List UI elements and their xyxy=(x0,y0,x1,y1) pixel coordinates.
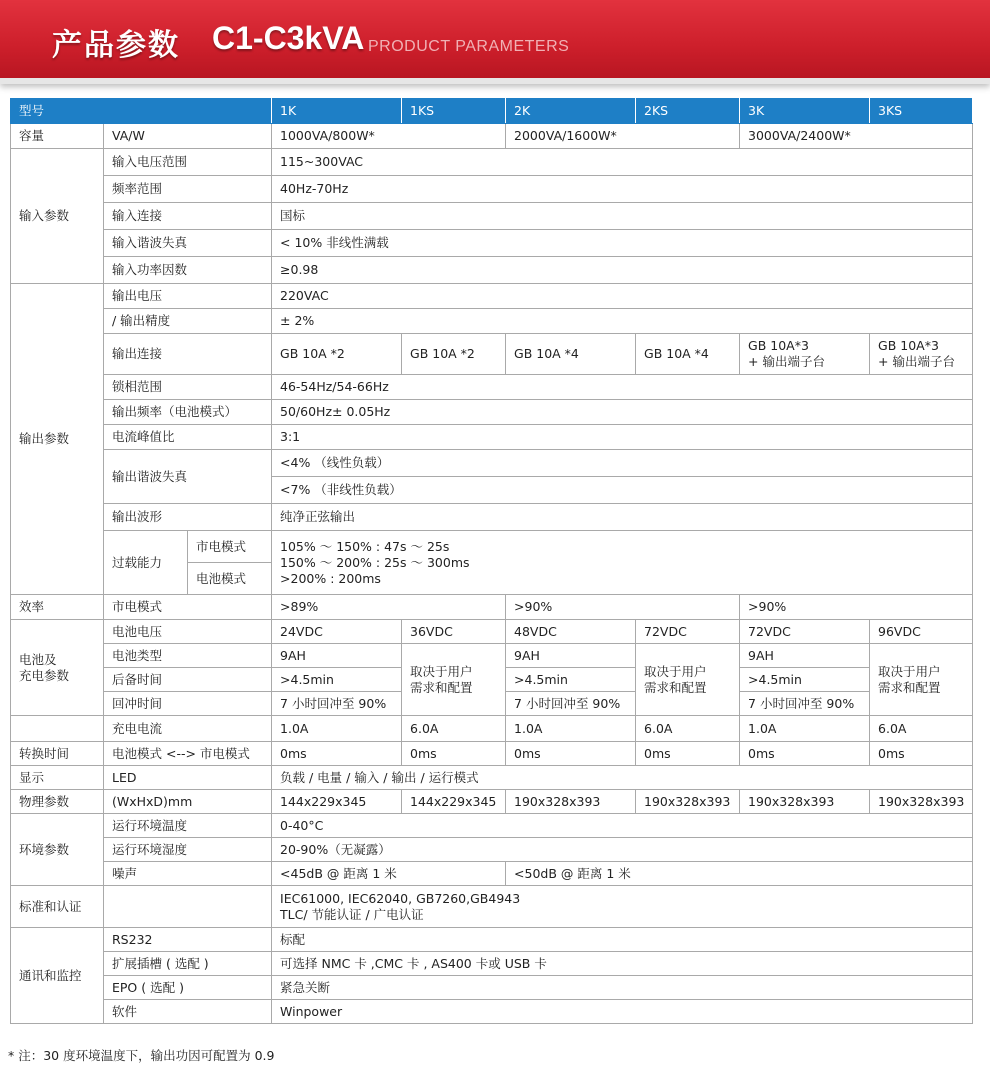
table-row xyxy=(11,334,973,375)
table-row xyxy=(11,595,973,620)
param-label: 输出频率（电池模式） xyxy=(104,400,272,425)
value-cell: 0ms xyxy=(402,742,506,766)
param-label: 市电模式 xyxy=(104,595,272,620)
value-cell: 6.0A xyxy=(402,716,506,742)
value-cell: 9AH xyxy=(740,644,870,668)
param-label: 噪声 xyxy=(104,862,272,886)
group-label: 效率 xyxy=(11,595,104,620)
sub-param-label: 电池模式 xyxy=(188,563,272,595)
sub-param-label: 市电模式 xyxy=(188,531,272,563)
group-label: 环境参数 xyxy=(11,814,104,886)
value-cell: >90% xyxy=(740,595,973,620)
table-row xyxy=(11,742,973,766)
value-cell: 36VDC xyxy=(402,620,506,644)
value-cell: < 10% 非线性满载 xyxy=(272,230,973,257)
table-row xyxy=(11,838,973,862)
param-label: 输出波形 xyxy=(104,504,272,531)
group-label: 输出参数 xyxy=(11,284,104,595)
param-label: 电池模式 <--> 市电模式 xyxy=(104,742,272,766)
value-cell: 0ms xyxy=(740,742,870,766)
table-row xyxy=(11,531,973,563)
table-row xyxy=(11,814,973,838)
param-label: 回冲时间 xyxy=(104,692,272,716)
value-cell: 紧急关断 xyxy=(272,976,973,1000)
param-label: 软件 xyxy=(104,1000,272,1024)
value-cell: 190x328x393 xyxy=(506,790,636,814)
value-cell: <7% （非线性负载） xyxy=(272,477,973,504)
value-line: + 输出端子台 xyxy=(878,354,955,369)
value-cell: 9AH xyxy=(272,644,402,668)
value-line: 需求和配置 xyxy=(878,679,941,695)
footnote: * 注：30 度环境温度下，输出功因可配置为 0.9 xyxy=(8,1048,275,1063)
value-cell: 1.0A xyxy=(740,716,870,742)
value-cell: 0ms xyxy=(636,742,740,766)
group-label xyxy=(11,620,104,716)
param-label: 充电电流 xyxy=(104,716,272,742)
table-row xyxy=(11,644,973,668)
param-label: / 输出精度 xyxy=(104,309,272,334)
value-cell xyxy=(272,886,973,928)
value-line: GB 10A*3 xyxy=(878,338,939,353)
value-cell: GB 10A *4 xyxy=(636,334,740,375)
param-label xyxy=(104,886,272,928)
table-row xyxy=(11,257,973,284)
table-row xyxy=(11,284,973,309)
param-label: 电池电压 xyxy=(104,620,272,644)
group-label: 通讯和监控 xyxy=(11,928,104,1024)
table-row xyxy=(11,203,973,230)
model-3ks: 3KS xyxy=(870,99,973,124)
param-label: VA/W xyxy=(104,124,272,149)
value-cell: 0ms xyxy=(506,742,636,766)
value-cell: 2000VA/1600W* xyxy=(506,124,740,149)
table-row xyxy=(11,790,973,814)
param-label: 扩展插槽 ( 选配 ) xyxy=(104,952,272,976)
param-label: 运行环境温度 xyxy=(104,814,272,838)
model-1k: 1K xyxy=(272,99,402,124)
table-row xyxy=(11,716,973,742)
group-line: 充电参数 xyxy=(19,667,70,683)
table-row xyxy=(11,375,973,400)
value-cell: >89% xyxy=(272,595,506,620)
value-cell: 24VDC xyxy=(272,620,402,644)
table-row xyxy=(11,1000,973,1024)
model-range: C1-C3kVA xyxy=(212,20,365,56)
value-cell xyxy=(870,334,973,375)
value-cell: 144x229x345 xyxy=(402,790,506,814)
table-row xyxy=(11,309,973,334)
group-line: 电池及 xyxy=(19,651,57,667)
value-cell: 国标 xyxy=(272,203,973,230)
value-line: 105% ～ 150% : 47s ～ 25s xyxy=(280,538,450,554)
param-label: (WxHxD)mm xyxy=(104,790,272,814)
value-line: 取决于用户 xyxy=(410,663,473,679)
param-label: 电流峰值比 xyxy=(104,425,272,450)
model-2k: 2K xyxy=(506,99,636,124)
value-cell: GB 10A *2 xyxy=(272,334,402,375)
value-cell: >4.5min xyxy=(740,668,870,692)
value-line: 取决于用户 xyxy=(878,663,941,679)
value-cell: 0ms xyxy=(272,742,402,766)
value-cell: 20-90%（无凝露） xyxy=(272,838,973,862)
value-cell: 72VDC xyxy=(636,620,740,644)
table-row xyxy=(11,928,973,952)
value-cell: 3000VA/2400W* xyxy=(740,124,973,149)
value-cell: 115~300VAC xyxy=(272,149,973,176)
value-line: 取决于用户 xyxy=(644,663,707,679)
value-cell: 9AH xyxy=(506,644,636,668)
value-cell xyxy=(402,644,506,716)
value-cell: 标配 xyxy=(272,928,973,952)
param-label: EPO ( 选配 ) xyxy=(104,976,272,1000)
model-2ks: 2KS xyxy=(636,99,740,124)
value-cell: 72VDC xyxy=(740,620,870,644)
table-row xyxy=(11,976,973,1000)
value-cell: 0ms xyxy=(870,742,973,766)
value-cell: 190x328x393 xyxy=(636,790,740,814)
table-header-row xyxy=(11,99,973,124)
value-cell: 3:1 xyxy=(272,425,973,450)
value-cell: 190x328x393 xyxy=(740,790,870,814)
param-label: 输入连接 xyxy=(104,203,272,230)
value-cell xyxy=(272,531,973,595)
group-label: 显示 xyxy=(11,766,104,790)
param-label: 输入功率因数 xyxy=(104,257,272,284)
value-cell: 1000VA/800W* xyxy=(272,124,506,149)
value-cell: 0-40°C xyxy=(272,814,973,838)
value-line: >200% : 200ms xyxy=(280,570,381,586)
value-cell: 可选择 NMC 卡 ,CMC 卡 , AS400 卡或 USB 卡 xyxy=(272,952,973,976)
param-label: 过载能力 xyxy=(104,531,188,595)
value-cell: <4% （线性负载） xyxy=(272,450,973,477)
model-label: 型号 xyxy=(11,99,272,124)
param-label: 锁相范围 xyxy=(104,375,272,400)
param-label: LED xyxy=(104,766,272,790)
value-cell xyxy=(740,334,870,375)
param-label: 输入谐波失真 xyxy=(104,230,272,257)
table-row xyxy=(11,450,973,477)
table-row xyxy=(11,124,973,149)
value-cell: 50/60Hz± 0.05Hz xyxy=(272,400,973,425)
value-cell: 48VDC xyxy=(506,620,636,644)
table-row xyxy=(11,176,973,203)
value-cell: >4.5min xyxy=(506,668,636,692)
table-row xyxy=(11,766,973,790)
table-row xyxy=(11,952,973,976)
table-row xyxy=(11,504,973,531)
value-cell: ≥0.98 xyxy=(272,257,973,284)
value-line: 需求和配置 xyxy=(410,679,473,695)
table-row xyxy=(11,886,973,928)
value-cell: 纯净正弦输出 xyxy=(272,504,973,531)
value-line: 需求和配置 xyxy=(644,679,707,695)
model-3k: 3K xyxy=(740,99,870,124)
table-row xyxy=(11,862,973,886)
param-label: 输出谐波失真 xyxy=(104,450,272,504)
value-cell: 220VAC xyxy=(272,284,973,309)
value-cell: 7 小时回冲至 90% xyxy=(272,692,402,716)
param-label: 运行环境湿度 xyxy=(104,838,272,862)
value-cell: 7 小时回冲至 90% xyxy=(740,692,870,716)
value-cell: 40Hz-70Hz xyxy=(272,176,973,203)
value-cell: 1.0A xyxy=(506,716,636,742)
param-label: 输入电压范围 xyxy=(104,149,272,176)
value-cell xyxy=(870,644,973,716)
param-label: 电池类型 xyxy=(104,644,272,668)
value-cell: >90% xyxy=(506,595,740,620)
value-cell: 负载 / 电量 / 输入 / 输出 / 运行模式 xyxy=(272,766,973,790)
table-row xyxy=(11,620,973,644)
param-label: 频率范围 xyxy=(104,176,272,203)
value-line: TLC/ 节能认证 / 广电认证 xyxy=(280,906,424,922)
value-cell: 144x229x345 xyxy=(272,790,402,814)
group-label: 输入参数 xyxy=(11,149,104,284)
value-cell: 7 小时回冲至 90% xyxy=(506,692,636,716)
page-title: 产品参数 xyxy=(52,28,180,63)
param-label: 输出电压 xyxy=(104,284,272,309)
value-cell: 190x328x393 xyxy=(870,790,973,814)
value-cell: <45dB @ 距离 1 米 xyxy=(272,862,506,886)
model-1ks: 1KS xyxy=(402,99,506,124)
value-cell: 6.0A xyxy=(870,716,973,742)
param-label: 输出连接 xyxy=(104,334,272,375)
table-row xyxy=(11,230,973,257)
value-cell: <50dB @ 距离 1 米 xyxy=(506,862,973,886)
title-banner xyxy=(0,0,990,84)
table-row xyxy=(11,149,973,176)
value-cell: 46-54Hz/54-66Hz xyxy=(272,375,973,400)
page-subtitle: PRODUCT PARAMETERS xyxy=(368,38,570,55)
value-line: + 输出端子台 xyxy=(748,354,825,369)
value-cell: >4.5min xyxy=(272,668,402,692)
value-line: IEC61000, IEC62040, GB7260,GB4943 xyxy=(280,890,521,906)
group-label: 标准和认证 xyxy=(11,886,104,928)
value-cell: GB 10A *2 xyxy=(402,334,506,375)
value-cell: 96VDC xyxy=(870,620,973,644)
value-cell: ± 2% xyxy=(272,309,973,334)
value-cell: 6.0A xyxy=(636,716,740,742)
value-cell: GB 10A *4 xyxy=(506,334,636,375)
group-label: 容量 xyxy=(11,124,104,149)
group-label: 转换时间 xyxy=(11,742,104,766)
table-row xyxy=(11,400,973,425)
param-label: 后备时间 xyxy=(104,668,272,692)
param-label: RS232 xyxy=(104,928,272,952)
table-row xyxy=(11,425,973,450)
group-label: 物理参数 xyxy=(11,790,104,814)
group-label-continued xyxy=(11,716,104,742)
value-cell xyxy=(636,644,740,716)
value-line: GB 10A*3 xyxy=(748,338,809,353)
value-cell: Winpower xyxy=(272,1000,973,1024)
value-cell: 1.0A xyxy=(272,716,402,742)
value-line: 150% ～ 200% : 25s ～ 300ms xyxy=(280,554,470,570)
spec-table xyxy=(10,98,973,1024)
